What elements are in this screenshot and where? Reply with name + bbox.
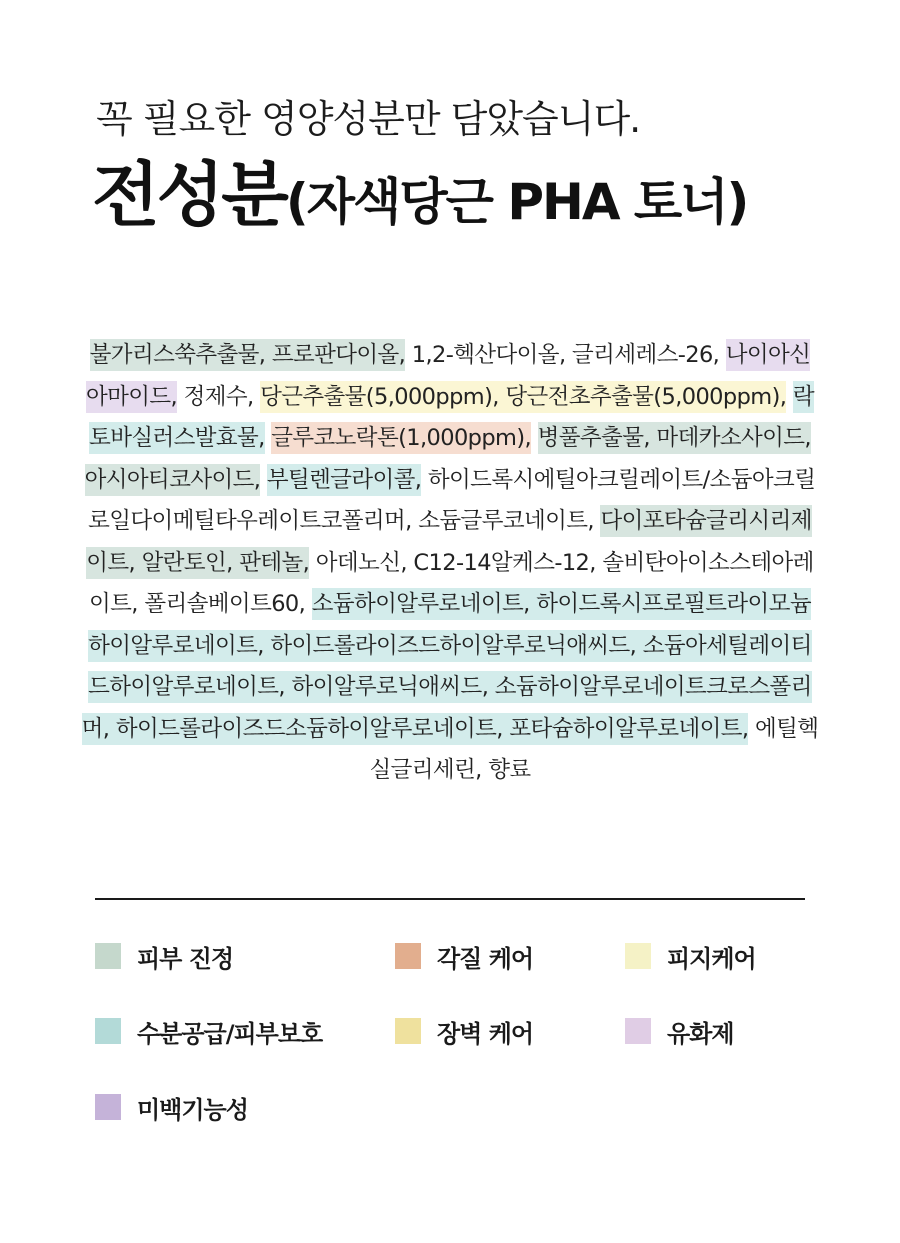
ingredient-run: 병풀추출물, 마데카소사이드, 아시아티코사이드,: [85, 422, 811, 496]
legend-label: 장벽 케어: [437, 1019, 534, 1048]
legend-item-sebum-care: [625, 941, 756, 971]
legend-label: 수분공급/피부보호: [137, 1019, 323, 1048]
ingredient-run: 1,2-헥산다이올, 글리세레스-26,: [405, 342, 726, 368]
legend-swatch: [395, 1018, 421, 1044]
ingredient-run: [531, 422, 538, 454]
ingredient-run: 락토바실러스발효물,: [89, 381, 814, 455]
ingredient-run: 부틸렌글라이콜,: [267, 464, 422, 496]
title-product-name: (자색당근 PHA 토너): [285, 173, 748, 231]
legend-label: 유화제: [667, 1019, 734, 1048]
legend-swatch: [625, 943, 651, 969]
title-main: 전성분: [92, 154, 286, 236]
legend-item-exfoliation: [395, 941, 533, 971]
legend-item-whitening: [95, 1092, 248, 1122]
legend-swatch: [395, 943, 421, 969]
divider: [95, 898, 805, 900]
ingredient-list: [80, 335, 820, 792]
legend-label: 피부 진정: [137, 944, 234, 973]
ingredient-run: 아데노신, C12-14알케스-12, 솔비탄아이소스테아레이트, 폴리솔베이트60,: [89, 549, 814, 617]
legend-item-emulsifier: [625, 1016, 734, 1046]
page-subtitle: 꼭 필요한 영양성분만 담았습니다.: [96, 97, 641, 141]
ingredient-run: 소듐하이알루로네이트, 하이드록시프로필트라이모늄하이알루로네이트, 하이드롤라이즈드하이알루로닉애씨드, 소듐아세틸레이티드하이알루로네이트, 하이알루로닉애씨드, 소듐하이알루로네이트크로스폴리머, 하이드롤라이즈드소듐하이알루로네이트, 포타슘하이알루로네이트,: [82, 588, 812, 745]
ingredient-run: 에틸헥실글리세린, 향료: [369, 715, 819, 783]
legend-item-barrier-care: [395, 1016, 533, 1046]
ingredient-run: 글루코노락톤(1,000ppm),: [271, 422, 531, 454]
legend-label: 각질 케어: [437, 944, 534, 973]
legend-item-moisture: [95, 1016, 322, 1046]
legend-swatch: [95, 943, 121, 969]
page-title: [92, 154, 748, 236]
legend-label: 피지케어: [667, 944, 756, 973]
ingredient-run: 불가리스쑥추출물, 프로판다이올,: [90, 339, 406, 371]
legend-swatch: [95, 1018, 121, 1044]
legend-item-soothing: [95, 941, 233, 971]
ingredient-run: 정제수,: [177, 383, 261, 410]
ingredient-run: [260, 464, 267, 496]
ingredient-run: 당근추출물(5,000ppm), 당근전초추출물(5,000ppm),: [260, 381, 786, 413]
legend-swatch: [625, 1018, 651, 1044]
legend-swatch: [95, 1094, 121, 1120]
ingredient-run: 다이포타슘글리시리제이트, 알란토인, 판테놀,: [86, 505, 812, 579]
ingredient-run: [786, 381, 793, 413]
legend-label: 미백기능성: [137, 1095, 248, 1124]
ingredient-run: 하이드록시에틸아크릴레이트/소듐아크릴로일다이메틸타우레이트코폴리머, 소듐글루코네이트,: [88, 466, 816, 534]
ingredient-run: 나이아신아마이드,: [86, 339, 810, 413]
